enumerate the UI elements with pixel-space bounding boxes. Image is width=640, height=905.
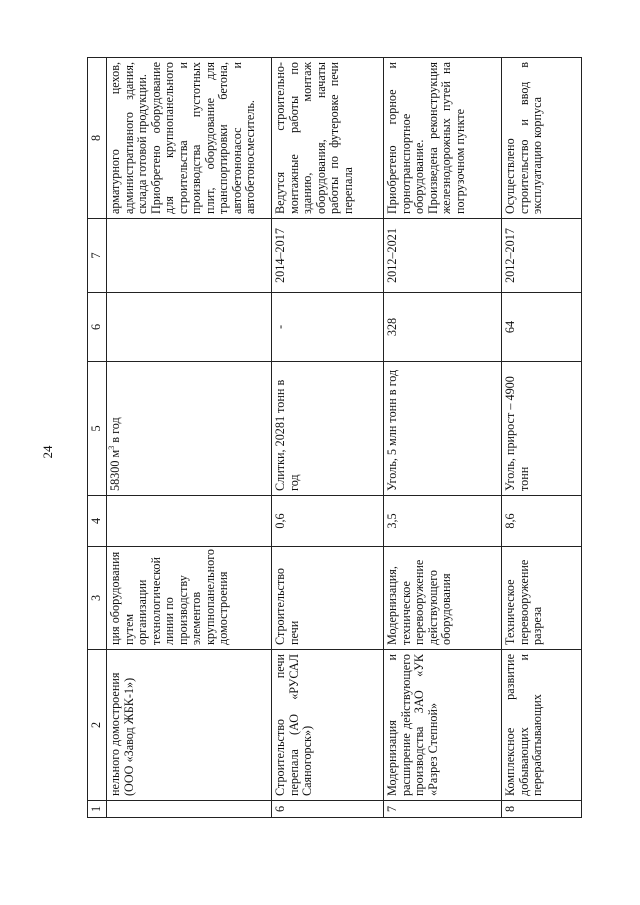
project-capacity: Уголь, прирост – 4900 тонн bbox=[502, 362, 582, 496]
row-number: 8 bbox=[502, 801, 582, 818]
project-status bbox=[384, 58, 502, 219]
capacity-value: 58300 м bbox=[108, 449, 122, 491]
row-number: 6 bbox=[272, 801, 384, 818]
status-line: Ведутся строительно-монтажные работы по зданию, монтаж оборудования, начаты работы по футеровке печи перепала bbox=[273, 62, 355, 214]
table-row bbox=[502, 58, 582, 818]
header-col-7: 7 bbox=[88, 219, 107, 293]
project-action: Строительство печи bbox=[272, 547, 384, 650]
status-line: Произведена реконструкция железнодорожных путей на погрузочном пункте bbox=[425, 62, 467, 214]
project-jobs: 328 bbox=[384, 293, 502, 362]
status-line: Осуществлено строительство и ввод в эксплуатацию корпуса bbox=[503, 62, 544, 214]
header-col-5: 5 bbox=[88, 362, 107, 496]
capacity-period: в год bbox=[108, 417, 122, 446]
header-col-8: 8 bbox=[88, 58, 107, 219]
status-line: арматурного цехов, административного здания, склада готовой продукции. bbox=[108, 62, 149, 214]
header-col-3: 3 bbox=[88, 547, 107, 650]
status-line: Приобретено оборудование для крупнопанельного строительства и производства пустотных плит, оборудование для транспортировки бетона, автобетононасос и автобетоносмеситель. bbox=[148, 62, 257, 214]
header-col-6: 6 bbox=[88, 293, 107, 362]
project-cost: 0,6 bbox=[272, 496, 384, 547]
project-status bbox=[272, 58, 384, 219]
project-period: 2014–2017 bbox=[272, 219, 384, 293]
project-cost bbox=[107, 496, 272, 547]
table-row bbox=[272, 58, 384, 818]
project-action: Модернизация, техническое перевооружение действующего оборудования bbox=[384, 547, 502, 650]
project-name: Строительство печи перепала (АО «РУСАЛ Саяногорск») bbox=[272, 650, 384, 801]
project-period bbox=[107, 219, 272, 293]
project-status bbox=[107, 58, 272, 219]
project-name: нельного домостроения (ООО «Завод ЖБК-1») bbox=[107, 650, 272, 801]
header-col-4: 4 bbox=[88, 496, 107, 547]
investment-projects-table bbox=[87, 57, 582, 818]
project-capacity bbox=[107, 362, 272, 496]
project-jobs: - bbox=[272, 293, 384, 362]
project-period: 2012–2017 bbox=[502, 219, 582, 293]
table-rotator bbox=[87, 58, 582, 818]
header-col-1: 1 bbox=[88, 801, 107, 818]
project-jobs bbox=[107, 293, 272, 362]
header-row bbox=[88, 58, 107, 818]
project-status bbox=[502, 58, 582, 219]
page-number: 24 bbox=[40, 445, 55, 459]
capacity-unit-exponent: 3 bbox=[106, 445, 116, 450]
project-capacity: Слитки, 20281 тонн в год bbox=[272, 362, 384, 496]
project-action: Техническое перевооружение разреза bbox=[502, 547, 582, 650]
project-cost: 3,5 bbox=[384, 496, 502, 547]
project-action: ция оборудования путем организации технологической линии по производству элементов крупнопанельного домостроения bbox=[107, 547, 272, 650]
project-jobs: 64 bbox=[502, 293, 582, 362]
status-line: Приобретено горное и горнотранспортное оборудование. bbox=[385, 62, 426, 214]
table-row bbox=[384, 58, 502, 818]
project-capacity: Уголь, 5 млн тонн в год bbox=[384, 362, 502, 496]
project-name: Модернизация и расширение действующего производства ЗАО «УК «Разрез Степной» bbox=[384, 650, 502, 801]
project-name: Комплексное развитие добывающих и перерабатывающих bbox=[502, 650, 582, 801]
project-period: 2012–2021 bbox=[384, 219, 502, 293]
row-number: 7 bbox=[384, 801, 502, 818]
row-number bbox=[107, 801, 272, 818]
project-cost: 8,6 bbox=[502, 496, 582, 547]
table-row bbox=[107, 58, 272, 818]
header-col-2: 2 bbox=[88, 650, 107, 801]
